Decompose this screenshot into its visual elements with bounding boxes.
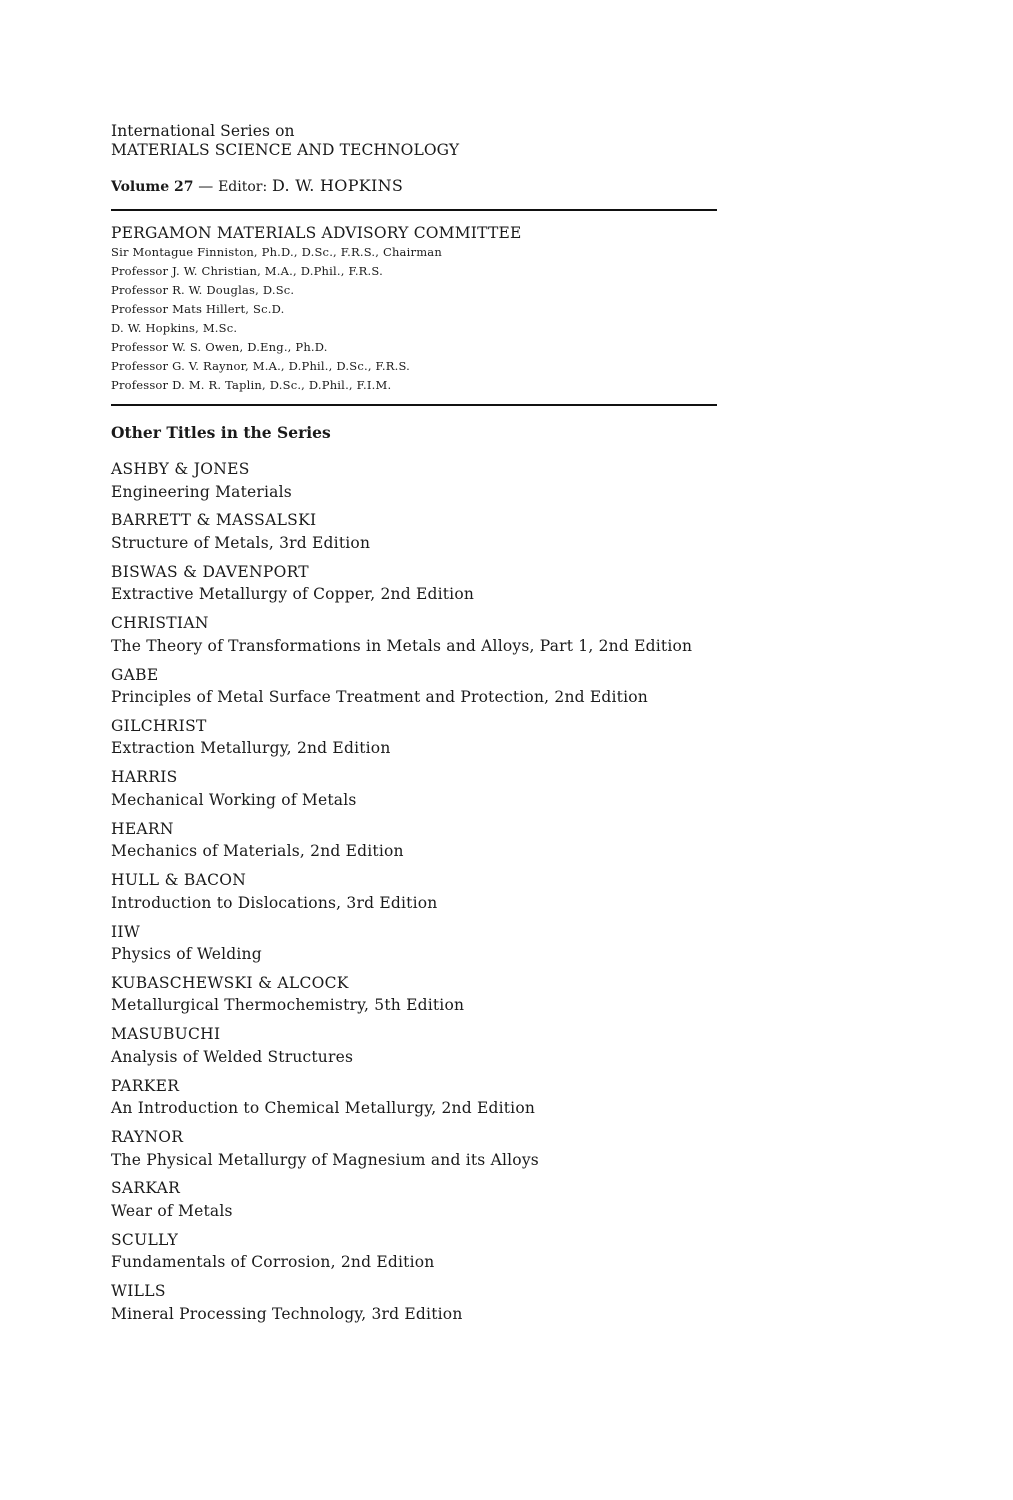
book-title: Principles of Metal Surface Treatment and Protection, 2nd Edition [111,688,648,707]
list-item [111,1075,717,1120]
book-author: GILCHRIST [111,716,207,735]
other-titles-list [111,458,717,1325]
top-rule [111,209,717,211]
list-item [111,1177,717,1222]
book-author: IIW [111,922,141,941]
book-title: Physics of Welding [111,945,262,964]
book-author: MASUBUCHI [111,1025,221,1044]
editor-label: Editor: [218,179,268,195]
book-title: The Theory of Transformations in Metals and Alloys, Part 1, 2nd Edition [111,636,693,655]
book-author: HEARN [111,819,174,838]
committee-member: Sir Montague Finniston, Ph.D., D.Sc., F.R.S., Chairman [111,245,442,259]
book-title: Introduction to Dislocations, 3rd Edition [111,893,438,912]
list-item [111,766,717,811]
committee-member: Professor Mats Hillert, Sc.D. [111,302,285,316]
list-item [111,1229,717,1274]
book-title: Mechanics of Materials, 2nd Edition [111,842,404,861]
bottom-rule [111,404,717,406]
book-author: SARKAR [111,1179,181,1198]
book-title: Structure of Metals, 3rd Edition [111,533,371,552]
book-author: WILLS [111,1282,166,1301]
list-item [111,1126,717,1171]
volume-dash: — [198,177,214,195]
book-title: Fundamentals of Corrosion, 2nd Edition [111,1253,435,1272]
book-title: The Physical Metallurgy of Magnesium and its Alloys [111,1150,539,1169]
list-item [111,921,717,966]
list-item [111,561,717,606]
book-author: PARKER [111,1076,180,1095]
book-title: An Introduction to Chemical Metallurgy, 2nd Edition [111,1099,536,1118]
committee-member: Professor D. M. R. Taplin, D.Sc., D.Phil., F.I.M. [111,378,392,392]
book-author: ASHBY & JONES [111,460,250,478]
book-author: CHRISTIAN [111,614,209,633]
list-item [111,715,717,760]
book-title: Extraction Metallurgy, 2nd Edition [111,739,391,758]
committee-member: Professor J. W. Christian, M.A., D.Phil., F.R.S. [111,264,383,278]
list-item [111,1280,717,1325]
committee-member: D. W. Hopkins, M.Sc. [111,321,238,335]
book-title: Analysis of Welded Structures [111,1047,354,1066]
book-author: RAYNOR [111,1128,184,1147]
volume-info [111,176,717,197]
list-item [111,972,717,1017]
committee-member: Professor R. W. Douglas, D.Sc. [111,283,295,297]
book-title: Mineral Processing Technology, 3rd Edition [111,1304,463,1323]
book-author: KUBASCHEWSKI & ALCOCK [111,973,349,992]
book-author: BISWAS & DAVENPORT [111,562,309,581]
list-item [111,1023,717,1068]
book-title: Engineering Materials [111,482,292,501]
list-item [111,664,717,709]
book-author: SCULLY [111,1230,179,1249]
book-author: GABE [111,665,159,684]
volume-number: Volume 27 [111,179,194,195]
book-author: HULL & BACON [111,871,247,890]
book-title: Wear of Metals [111,1201,233,1220]
committee-members [111,243,717,395]
committee-member: Professor W. S. Owen, D.Eng., Ph.D. [111,340,328,354]
series-name-line-2: MATERIALS SCIENCE AND TECHNOLOGY [111,141,460,159]
series-name-line-1: International Series on [111,122,295,140]
book-author: HARRIS [111,768,178,787]
book-author: BARRETT & MASSALSKI [111,511,317,530]
editor-name: D. W. HOPKINS [271,176,404,195]
list-item [111,869,717,914]
series-page [111,122,717,1332]
committee-title: PERGAMON MATERIALS ADVISORY COMMITTEE [111,224,522,242]
list-item [111,458,717,503]
list-item [111,612,717,657]
list-item [111,818,717,863]
book-title: Metallurgical Thermochemistry, 5th Edition [111,996,465,1015]
book-title: Mechanical Working of Metals [111,790,357,809]
other-titles-heading: Other Titles in the Series [111,423,331,442]
book-title: Extractive Metallurgy of Copper, 2nd Edition [111,585,475,604]
committee-member: Professor G. V. Raynor, M.A., D.Phil., D.Sc., F.R.S. [111,359,411,373]
list-item [111,509,717,554]
